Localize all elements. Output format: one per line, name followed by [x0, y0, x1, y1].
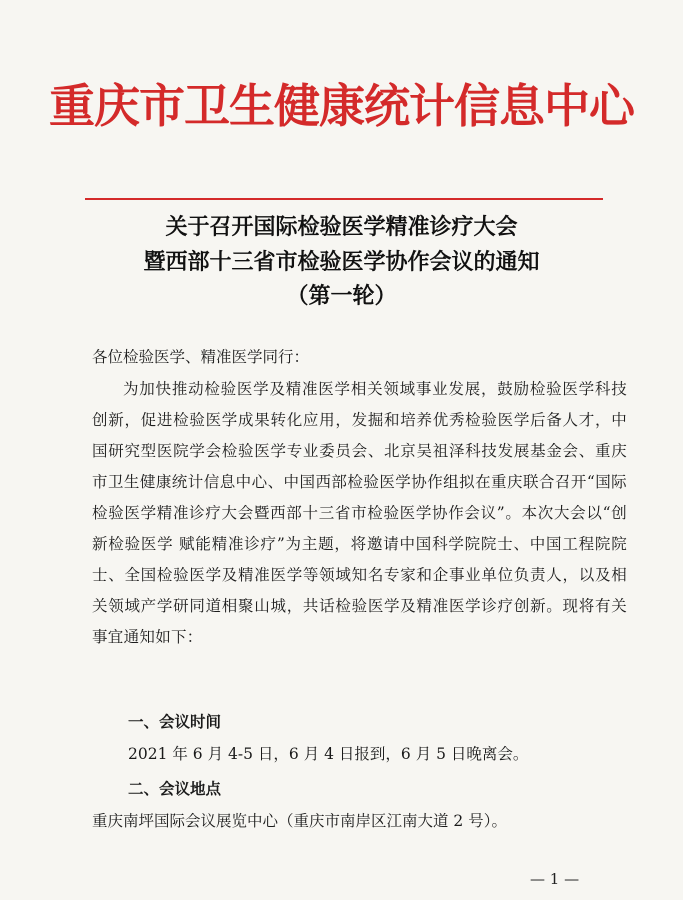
notice-title-line-2: 暨西部十三省市检验医学协作会议的通知 — [143, 249, 540, 275]
section-heading-place: 二、会议地点 — [128, 779, 222, 798]
meeting-time-text: 2021 年 6 月 4-5 日，6 月 4 日报到，6 月 5 日晚离会。 — [128, 745, 529, 763]
red-divider-line — [85, 198, 603, 200]
intro-paragraph: 为加快推动检验医学及精准医学相关领域事业发展，鼓励检验医学科技创新，促进检验医学成果转化应用，发掘和培养优秀检验医学后备人才，中国研究型医院学会检验医学专业委员会、北京吴祖泽科技发展基金会、重庆市卫生健康统计信息中心、中国西部检验医学协作组拟在重庆联合召开“国际检验医学精准诊疗大会暨西部十三省市检验医学协作会议”。本次大会以“创新检验医学 赋能精准诊疗”为主题，将邀请中国科学院院士、中国工程院院士、全国检验医学及精准医学等领域知名专家和企事业单位负责人，以及相关领域产学研同道相聚山城，共话检验医学及精准医学诊疗创新。现将有关事宜通知如下： — [92, 380, 627, 646]
letterhead-title: 重庆市卫生健康统计信息中心 — [49, 79, 634, 133]
salutation: 各位检验医学、精准医学同行： — [92, 348, 310, 366]
page-number: — 1 — — [530, 870, 580, 888]
section-heading-time: 一、会议时间 — [128, 712, 222, 731]
notice-title-line-1: 关于召开国际检验医学精准诊疗大会 — [165, 214, 518, 240]
meeting-place-text: 重庆南坪国际会议展览中心（重庆市南岸区江南大道 2 号）。 — [92, 812, 507, 830]
notice-title-line-3: （第一轮） — [286, 283, 397, 309]
